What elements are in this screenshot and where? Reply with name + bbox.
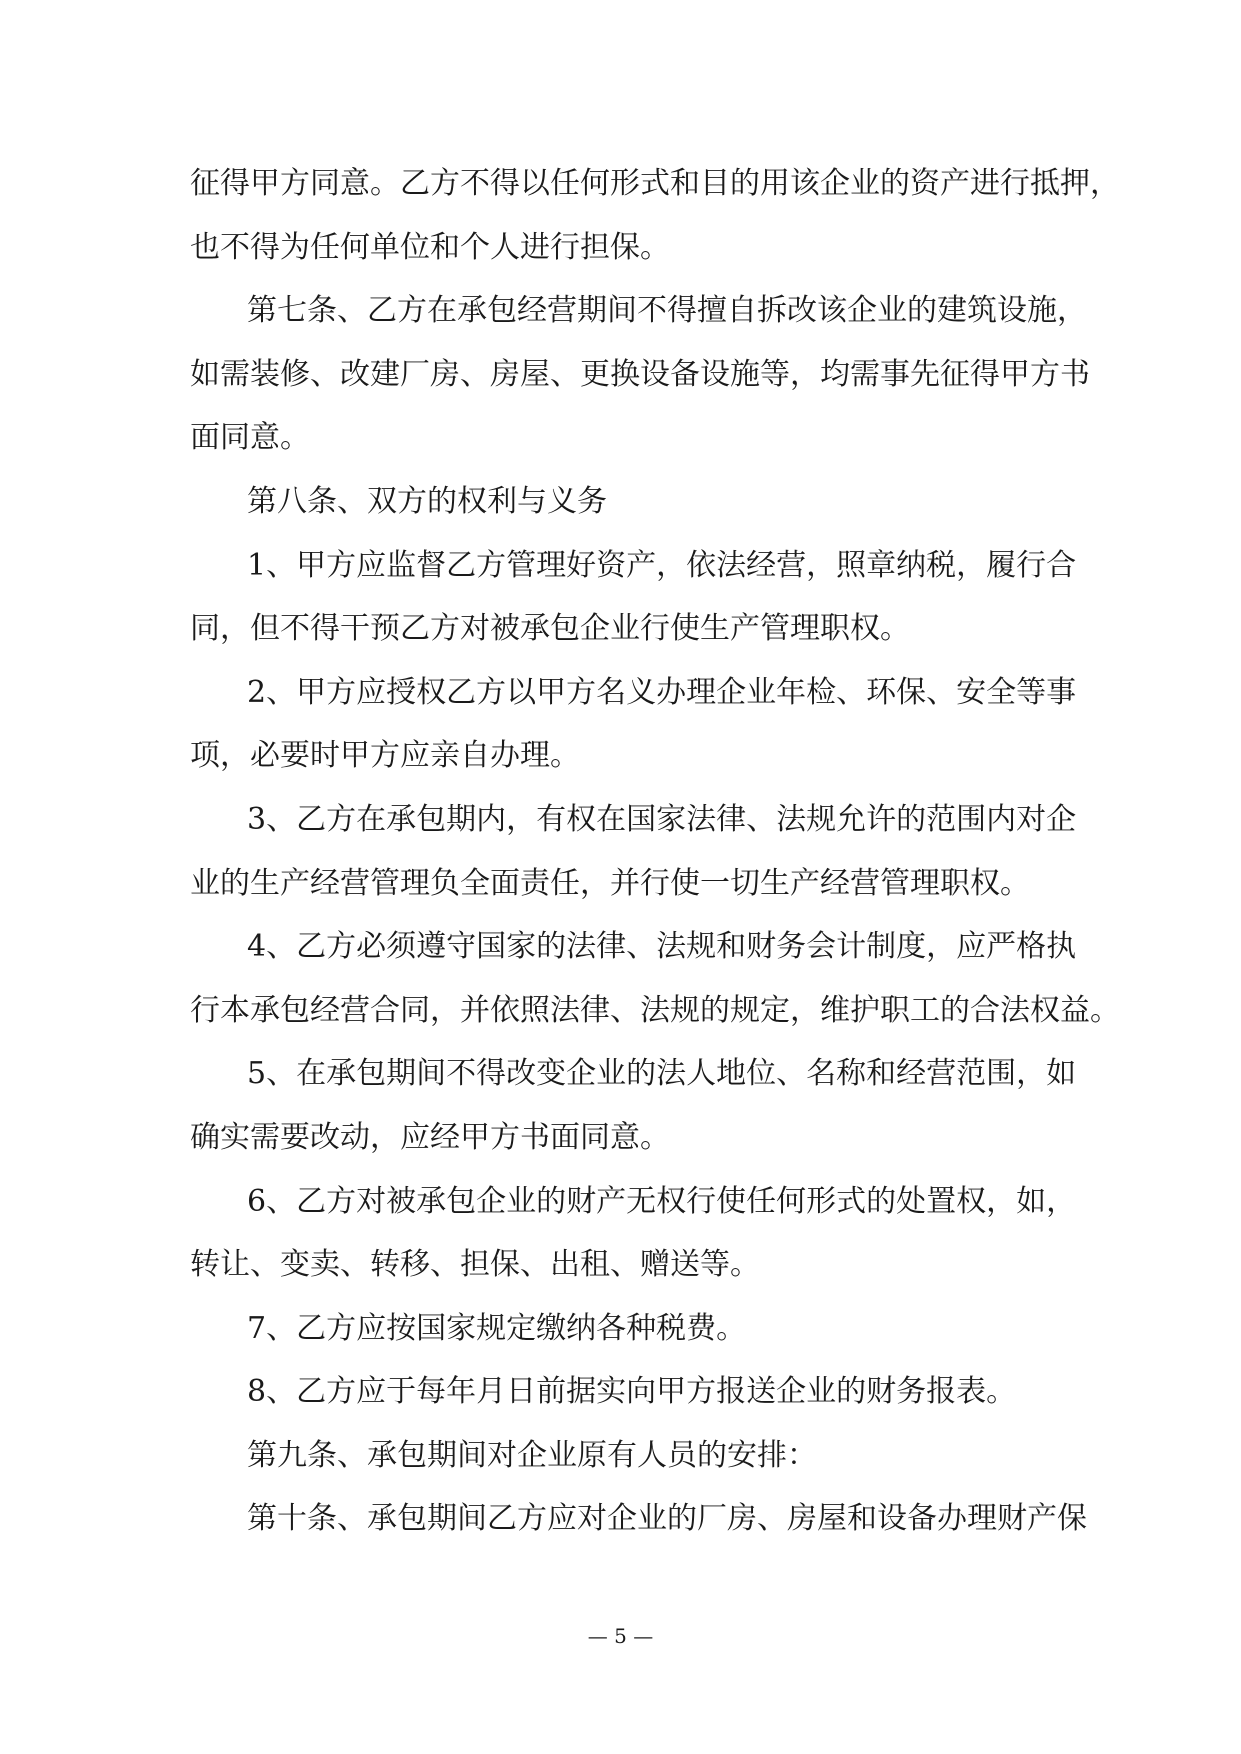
clause-1-line: 1、甲方应监督乙方管理好资产，依法经营，照章纳税，履行合 [247,547,1077,583]
document-body [190,152,1120,1551]
text-line: 转让、变卖、转移、担保、出租、赠送等。 [190,1247,760,1283]
clause-2-line: 2、甲方应授权乙方以甲方名义办理企业年检、环保、安全等事 [247,674,1077,710]
page-number: — 5 — [587,1624,654,1648]
text-line: 业的生产经营管理负全面责任，并行使一切生产经营管理职权。 [190,865,1030,901]
text-line: 确实需要改动，应经甲方书面同意。 [190,1119,670,1155]
text-line: 同，但不得干预乙方对被承包企业行使生产管理职权。 [190,611,910,647]
article-7-line: 第七条、乙方在承包经营期间不得擅自拆改该企业的建筑设施， [247,293,1087,329]
clause-6-line: 6、乙方对被承包企业的财产无权行使任何形式的处置权，如， [247,1183,1077,1219]
text-line: 项，必要时甲方应亲自办理。 [190,738,580,774]
article-10-line: 第十条、承包期间乙方应对企业的厂房、房屋和设备办理财产保 [247,1501,1087,1537]
text-line: 面同意。 [190,420,310,456]
clause-7-line: 7、乙方应按国家规定缴纳各种税费。 [247,1310,747,1346]
text-line: 也不得为任何单位和个人进行担保。 [190,229,670,265]
clause-5-line: 5、在承包期间不得改变企业的法人地位、名称和经营范围，如 [247,1056,1077,1092]
text-line: 征得甲方同意。乙方不得以任何形式和目的用该企业的资产进行抵押， [190,166,1120,201]
text-line: 如需装修、改建厂房、房屋、更换设备设施等，均需事先征得甲方书 [190,356,1090,392]
clause-4-line: 4、乙方必须遵守国家的法律、法规和财务会计制度，应严格执 [247,929,1077,965]
article-8-heading: 第八条、双方的权利与义务 [247,483,607,519]
article-9-line: 第九条、承包期间对企业原有人员的安排： [247,1437,817,1473]
clause-3-line: 3、乙方在承包期内，有权在国家法律、法规允许的范围内对企 [247,801,1077,837]
clause-8-line: 8、乙方应于每年月日前据实向甲方报送企业的财务报表。 [247,1374,1017,1410]
text-line: 行本承包经营合同，并依照法律、法规的规定，维护职工的合法权益。 [190,992,1120,1028]
